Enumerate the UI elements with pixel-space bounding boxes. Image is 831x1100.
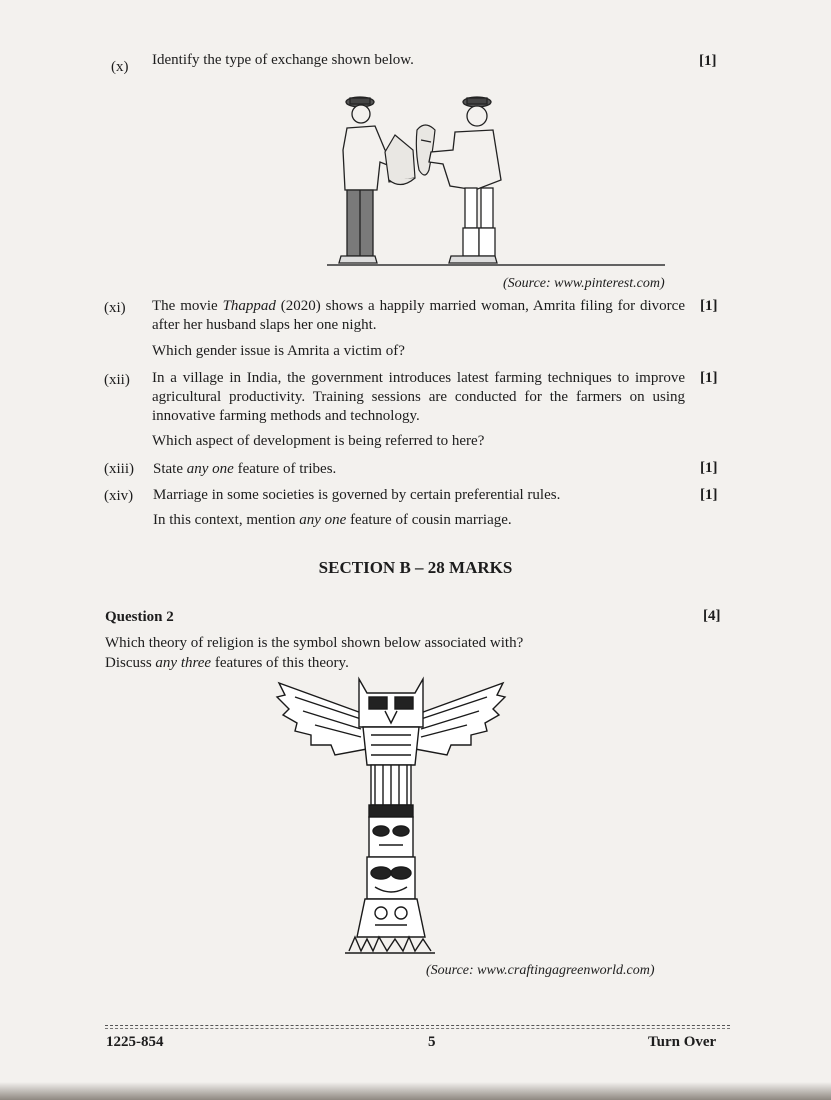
question-marks: [1]	[699, 53, 717, 69]
question-text: Marriage in some societies is governed by certain preferential rules.	[153, 487, 561, 503]
image-source: (Source: www.craftingagreenworld.com)	[426, 963, 655, 978]
image-source: (Source: www.pinterest.com)	[503, 276, 665, 291]
question-subtext: In this context, mention any one feature of cousin marriage.	[153, 512, 512, 528]
question-subtext: Which gender issue is Amrita a victim of?	[152, 343, 405, 359]
page-number: 5	[428, 1034, 436, 1050]
question-text: Which theory of religion is the symbol shown below associated with?	[105, 635, 524, 651]
paper-code: 1225-854	[106, 1034, 164, 1050]
question-text: The movie Thappad (2020) shows a happily married woman, Amrita filing for divorce after her husband slaps her one night.	[152, 298, 685, 333]
question-2-title: Question 2	[105, 609, 174, 625]
totem-pole-illustration	[275, 675, 507, 960]
question-number: (xii)	[104, 372, 130, 388]
section-title: SECTION B – 28 MARKS	[318, 558, 513, 577]
question-number: (x)	[111, 59, 129, 75]
barter-exchange-illustration	[325, 90, 670, 272]
question-text: Identify the type of exchange shown below.	[152, 52, 414, 68]
footer-divider	[105, 1025, 730, 1026]
question-text: State any one feature of tribes.	[153, 461, 337, 477]
question-number: (xi)	[104, 300, 126, 316]
question-marks: [4]	[703, 608, 721, 624]
turn-over: Turn Over	[648, 1034, 717, 1050]
question-marks: [1]	[700, 298, 718, 314]
question-marks: [1]	[700, 370, 718, 386]
question-marks: [1]	[700, 460, 718, 476]
question-number: (xiii)	[104, 461, 134, 477]
question-number: (xiv)	[104, 488, 134, 504]
question-marks: [1]	[700, 487, 718, 503]
question-subtext: Which aspect of development is being referred to here?	[152, 433, 485, 449]
question-text-line2: Discuss any three features of this theory.	[105, 655, 349, 671]
photo-edge-shadow	[0, 1082, 831, 1100]
question-text: In a village in India, the government introduces latest farming techniques to improve agricultural productivity. Training sessions are conducted for the farmers on using innovative farming methods and technology.	[152, 370, 685, 424]
footer-divider	[105, 1028, 730, 1029]
